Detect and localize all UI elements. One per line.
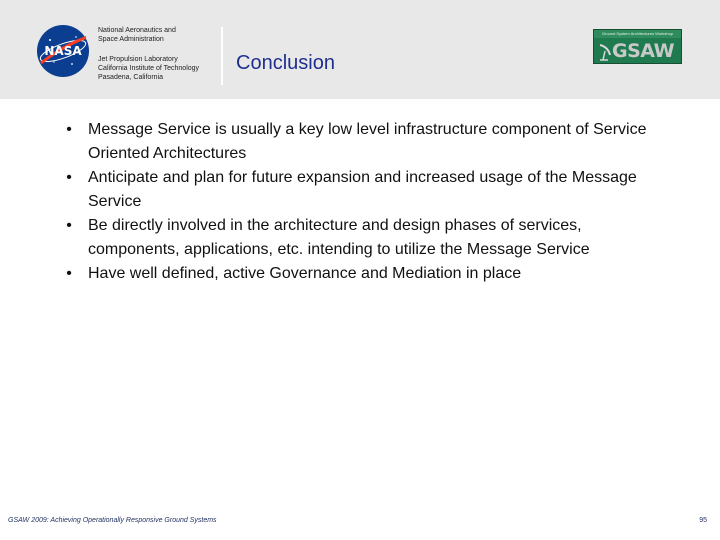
footer-text: GSAW 2009: Achieving Operationally Responsive Ground Systems: [8, 517, 217, 524]
gsaw-logo-text: GSAW: [612, 40, 675, 62]
nasa-logo: [36, 24, 90, 78]
header-band: [0, 0, 720, 99]
gsaw-logo-banner: Ground System Architectures Workshop: [594, 30, 681, 38]
bullet-item: [62, 262, 662, 286]
bullet-item: [62, 214, 662, 262]
bullet-item: [62, 166, 662, 214]
agency-name: [98, 26, 218, 44]
bullet-icon: •: [66, 169, 72, 186]
page-number: 95: [699, 517, 707, 524]
bullet-text: Be directly involved in the architecture and design phases of services, components, applications, etc. intending to utilize the Message Service: [88, 217, 590, 258]
agency-line-1: National Aeronautics and: [98, 27, 176, 34]
nasa-logo-text: NASA: [44, 44, 82, 58]
slide-title: Conclusion: [236, 52, 335, 74]
bullet-text: Have well defined, active Governance and Mediation in place: [88, 265, 522, 282]
bullet-icon: •: [66, 121, 72, 138]
lab-line-2: California Institute of Technology: [98, 65, 200, 72]
lab-line-1: Jet Propulsion Laboratory: [98, 56, 178, 63]
bullet-item: [62, 118, 662, 166]
bullet-text: Anticipate and plan for future expansion and increased usage of the Message Service: [88, 169, 637, 210]
bullet-icon: •: [66, 265, 72, 282]
lab-line-3: Pasadena, California: [98, 74, 163, 81]
bullet-text: Message Service is usually a key low level infrastructure component of Service Oriented Architectures: [88, 121, 647, 162]
gsaw-logo: [593, 29, 682, 64]
header-divider: [221, 27, 223, 85]
agency-line-2: Space Administration: [98, 36, 164, 43]
bullet-list: [62, 118, 662, 286]
bullet-icon: •: [66, 217, 72, 234]
satellite-dish-icon: [598, 41, 612, 61]
lab-name: [98, 55, 222, 82]
